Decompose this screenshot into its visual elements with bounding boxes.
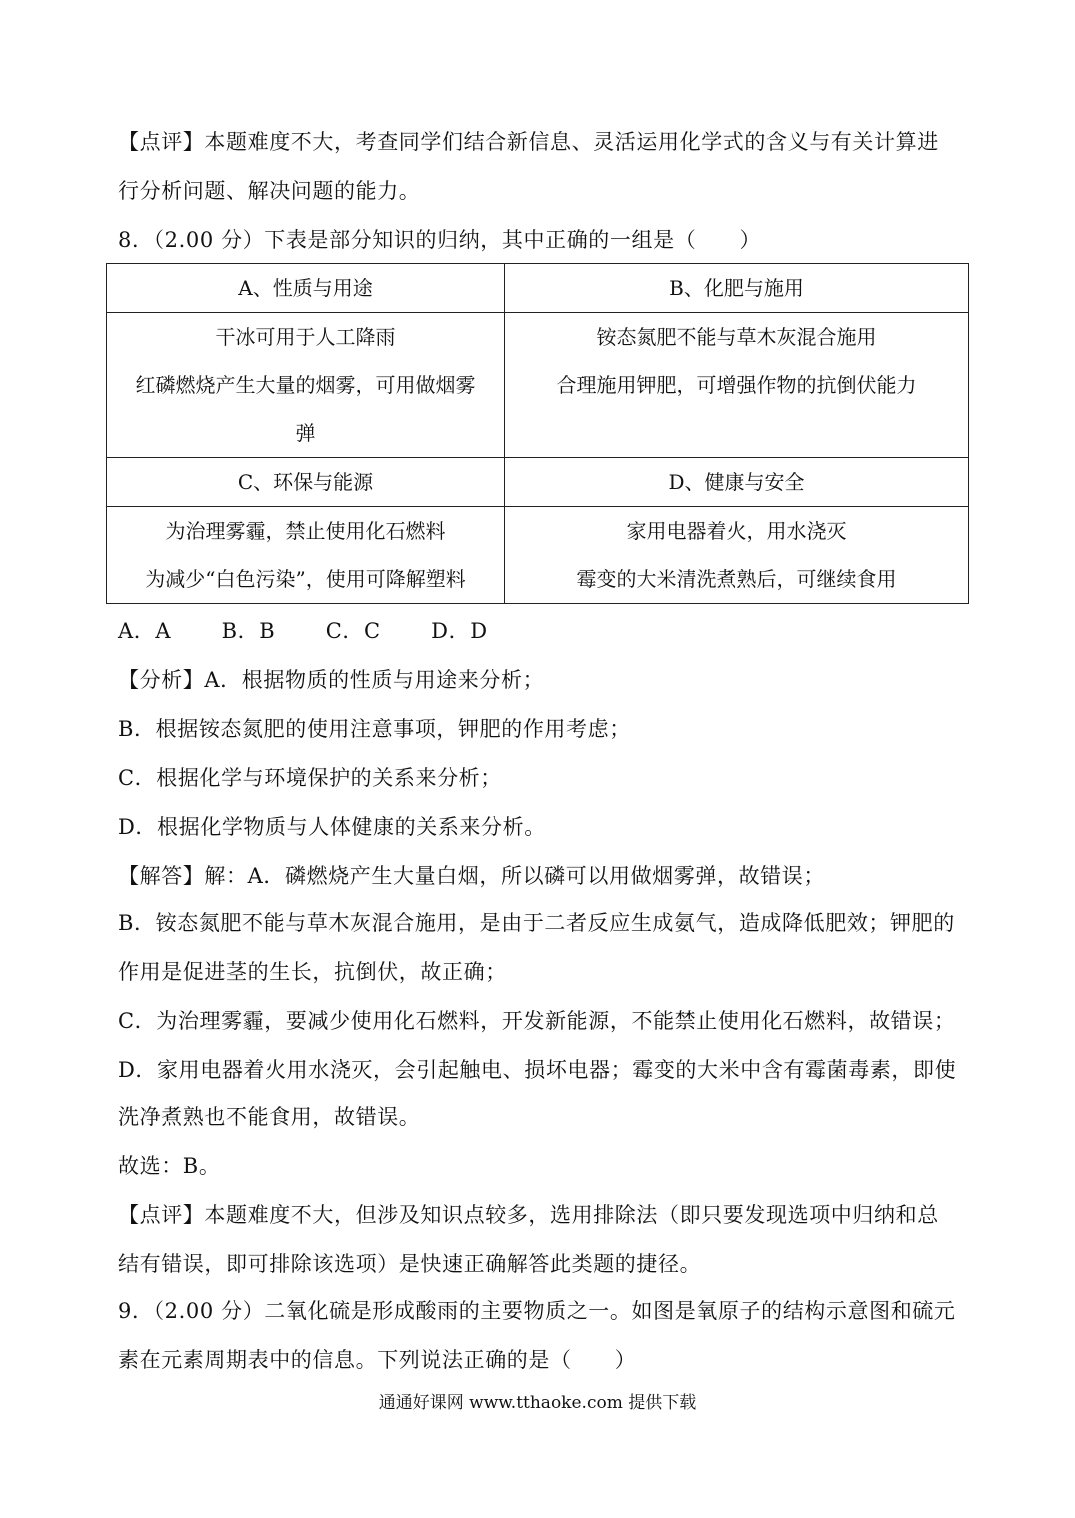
comment-paragraph-line-1: 【点评】本题难度不大，考查同学们结合新信息、灵活运用化学式的含义与有关计算进 [118,130,939,154]
comment-2-line-1: 【点评】本题难度不大，但涉及知识点较多，选用排除法（即只要发现选项中归纳和总 [118,1203,939,1227]
comment-2-line-2: 结有错误，即可排除该选项）是快速正确解答此类题的捷径。 [118,1252,702,1276]
cell-b-content [505,313,969,458]
cell-d-line-1: 家用电器着火，用水浇灭 [626,519,847,543]
page-footer: 通通好课网 www.tthaoke.com 提供下载 [378,1393,697,1413]
cell-a-content [107,313,505,458]
knowledge-table [106,263,969,604]
solution-line-6: 洗净煮熟也不能食用，故错误。 [118,1105,421,1129]
cell-a-line-1: 干冰可用于人工降雨 [215,325,396,349]
comment-paragraph-line-2: 行分析问题、解决问题的能力。 [118,179,421,203]
cell-a-line-3: 弹 [295,421,316,445]
question-8-stem: 8．（2.00 分）下表是部分知识的归纳，其中正确的一组是（ ） [118,228,762,252]
cell-c-line-1: 为治理雾霾，禁止使用化石燃料 [165,519,446,543]
solution-line-3: 作用是促进茎的生长，抗倒伏，故正确； [118,960,507,984]
solution-line-2: B．铵态氮肥不能与草木灰混合施用，是由于二者反应生成氨气，造成降低肥效；钾肥的 [118,911,955,935]
cell-d-line-2: 霉变的大米清洗煮熟后，可继续食用 [576,567,897,591]
solution-line-1: 【解答】解：A．磷燃烧产生大量白烟，所以磷可以用做烟雾弹，故错误； [118,864,825,888]
answer-options: A．A B．B C．C D．D [118,619,488,643]
analysis-line-4: D．根据化学物质与人体健康的关系来分析。 [118,815,546,839]
cell-b-title: B、化肥与施用 [505,264,969,313]
analysis-line-2: B．根据铵态氮肥的使用注意事项，钾肥的作用考虑； [118,717,631,741]
analysis-line-1: 【分析】A．根据物质的性质与用途来分析； [118,668,545,692]
final-answer: 故选：B。 [118,1154,221,1178]
cell-a-title: A、性质与用途 [107,264,505,313]
cell-b-line-2: 合理施用钾肥，可增强作物的抗倒伏能力 [556,373,917,397]
cell-c-content [107,507,505,604]
solution-line-4: C．为治理雾霾，要减少使用化石燃料，开发新能源，不能禁止使用化石燃料，故错误； [118,1009,956,1033]
question-9-line-1: 9．（2.00 分）二氧化硫是形成酸雨的主要物质之一。如图是氧原子的结构示意图和硫元 [118,1299,956,1323]
question-9-line-2: 素在元素周期表中的信息。下列说法正确的是（ ） [118,1348,637,1372]
analysis-line-3: C．根据化学与环境保护的关系来分析； [118,766,502,790]
solution-line-5: D．家用电器着火用水浇灭，会引起触电、损坏电器；霉变的大米中含有霉菌毒素，即使 [118,1058,957,1082]
cell-a-line-2: 红磷燃烧产生大量的烟雾，可用做烟雾 [135,373,476,397]
cell-d-title: D、健康与安全 [505,458,969,507]
cell-c-line-2: 为减少“白色污染”，使用可降解塑料 [145,567,466,591]
cell-c-title: C、环保与能源 [107,458,505,507]
cell-d-content [505,507,969,604]
cell-b-line-1: 铵态氮肥不能与草木灰混合施用 [596,325,877,349]
